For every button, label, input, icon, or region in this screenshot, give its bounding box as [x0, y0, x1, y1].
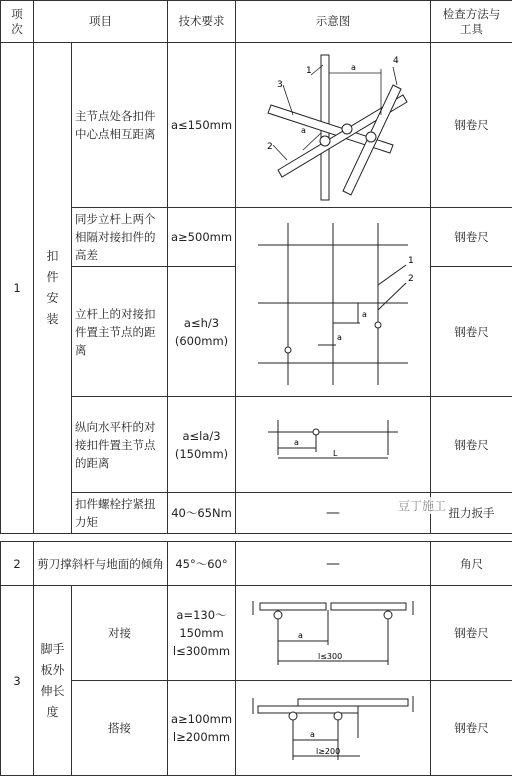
item-cell: 搭接: [72, 681, 168, 776]
requirement-cell: a≤150mm: [168, 43, 236, 208]
label-l: l≤300: [318, 652, 342, 661]
row-no-2: 2: [1, 542, 34, 586]
group-name-fastener: 扣 件 安 装: [34, 43, 72, 534]
item-cell: 对接: [72, 586, 168, 681]
label-1: 1: [306, 66, 312, 76]
method-cell: 钢卷尺: [431, 267, 512, 397]
item-cell: 主节点处各扣件中心点相互距离: [72, 43, 168, 208]
header-requirement: 技术要求: [168, 1, 236, 43]
requirement-cell: a=130～ 150mm l≤300mm: [168, 586, 236, 681]
inspection-table-2: [0, 541, 512, 776]
label-1: 1: [408, 256, 414, 266]
item-cell: 同步立杆上两个相隔对接扣件的高差: [72, 208, 168, 267]
header-diagram: 示意图: [236, 1, 431, 43]
requirement-cell: a≥500mm: [168, 208, 236, 267]
method-cell: 扭力扳手: [431, 493, 512, 534]
label-a-mid: a: [301, 126, 306, 135]
header-item: 项目: [34, 1, 168, 43]
requirement-cell: 40～65Nm: [168, 493, 236, 534]
method-cell: 钢卷尺: [431, 397, 512, 493]
label-l: L: [333, 449, 338, 458]
label-2: 2: [267, 142, 273, 152]
group-no-1: 1: [1, 43, 34, 534]
item-cell: 剪刀撑斜杆与地面的倾角: [34, 542, 168, 586]
label-3: 3: [277, 80, 283, 90]
item-cell: 立杆上的对接扣件置主节点的距离: [72, 267, 168, 397]
diagram-horizontal-joint: [236, 397, 431, 493]
label-a: a: [310, 730, 315, 739]
diagram-lap-joint: [236, 681, 431, 776]
method-cell: 钢卷尺: [431, 586, 512, 681]
label-4: 4: [393, 56, 399, 66]
header-method: 检查方法与 工具: [431, 1, 512, 43]
label-2: 2: [408, 274, 414, 284]
method-cell: 钢卷尺: [431, 681, 512, 776]
requirement-cell: a≤h/3 (600mm): [168, 267, 236, 397]
requirement-cell: 45°～60°: [168, 542, 236, 586]
header-item-no: 项 次: [1, 1, 34, 43]
diagram-dash: —: [236, 542, 431, 586]
diagram-node-distance: [236, 43, 431, 208]
diagram-dash: —: [236, 493, 431, 534]
method-cell: 钢卷尺: [431, 43, 512, 208]
watermark: 豆丁施工: [396, 497, 448, 514]
label-a: a: [294, 438, 299, 447]
label-a: a: [362, 310, 367, 319]
group-no-3: 3: [1, 586, 34, 776]
method-cell: 角尺: [431, 542, 512, 586]
method-cell: 钢卷尺: [431, 208, 512, 267]
requirement-cell: a≤la/3 (150mm): [168, 397, 236, 493]
diagram-joint-height: [236, 208, 431, 397]
label-a: a: [298, 631, 303, 640]
requirement-cell: a≥100mm l≥200mm: [168, 681, 236, 776]
diagram-butt-joint: [236, 586, 431, 681]
item-cell: 纵向水平杆的对接扣件置主节点的距离: [72, 397, 168, 493]
label-a: a: [337, 333, 342, 342]
label-a-top: a: [351, 63, 356, 72]
group-name-board: 脚手 板外 伸长 度: [34, 586, 72, 776]
item-cell: 扣件螺栓拧紧扭力矩: [72, 493, 168, 534]
label-l: l≥200: [316, 747, 340, 756]
